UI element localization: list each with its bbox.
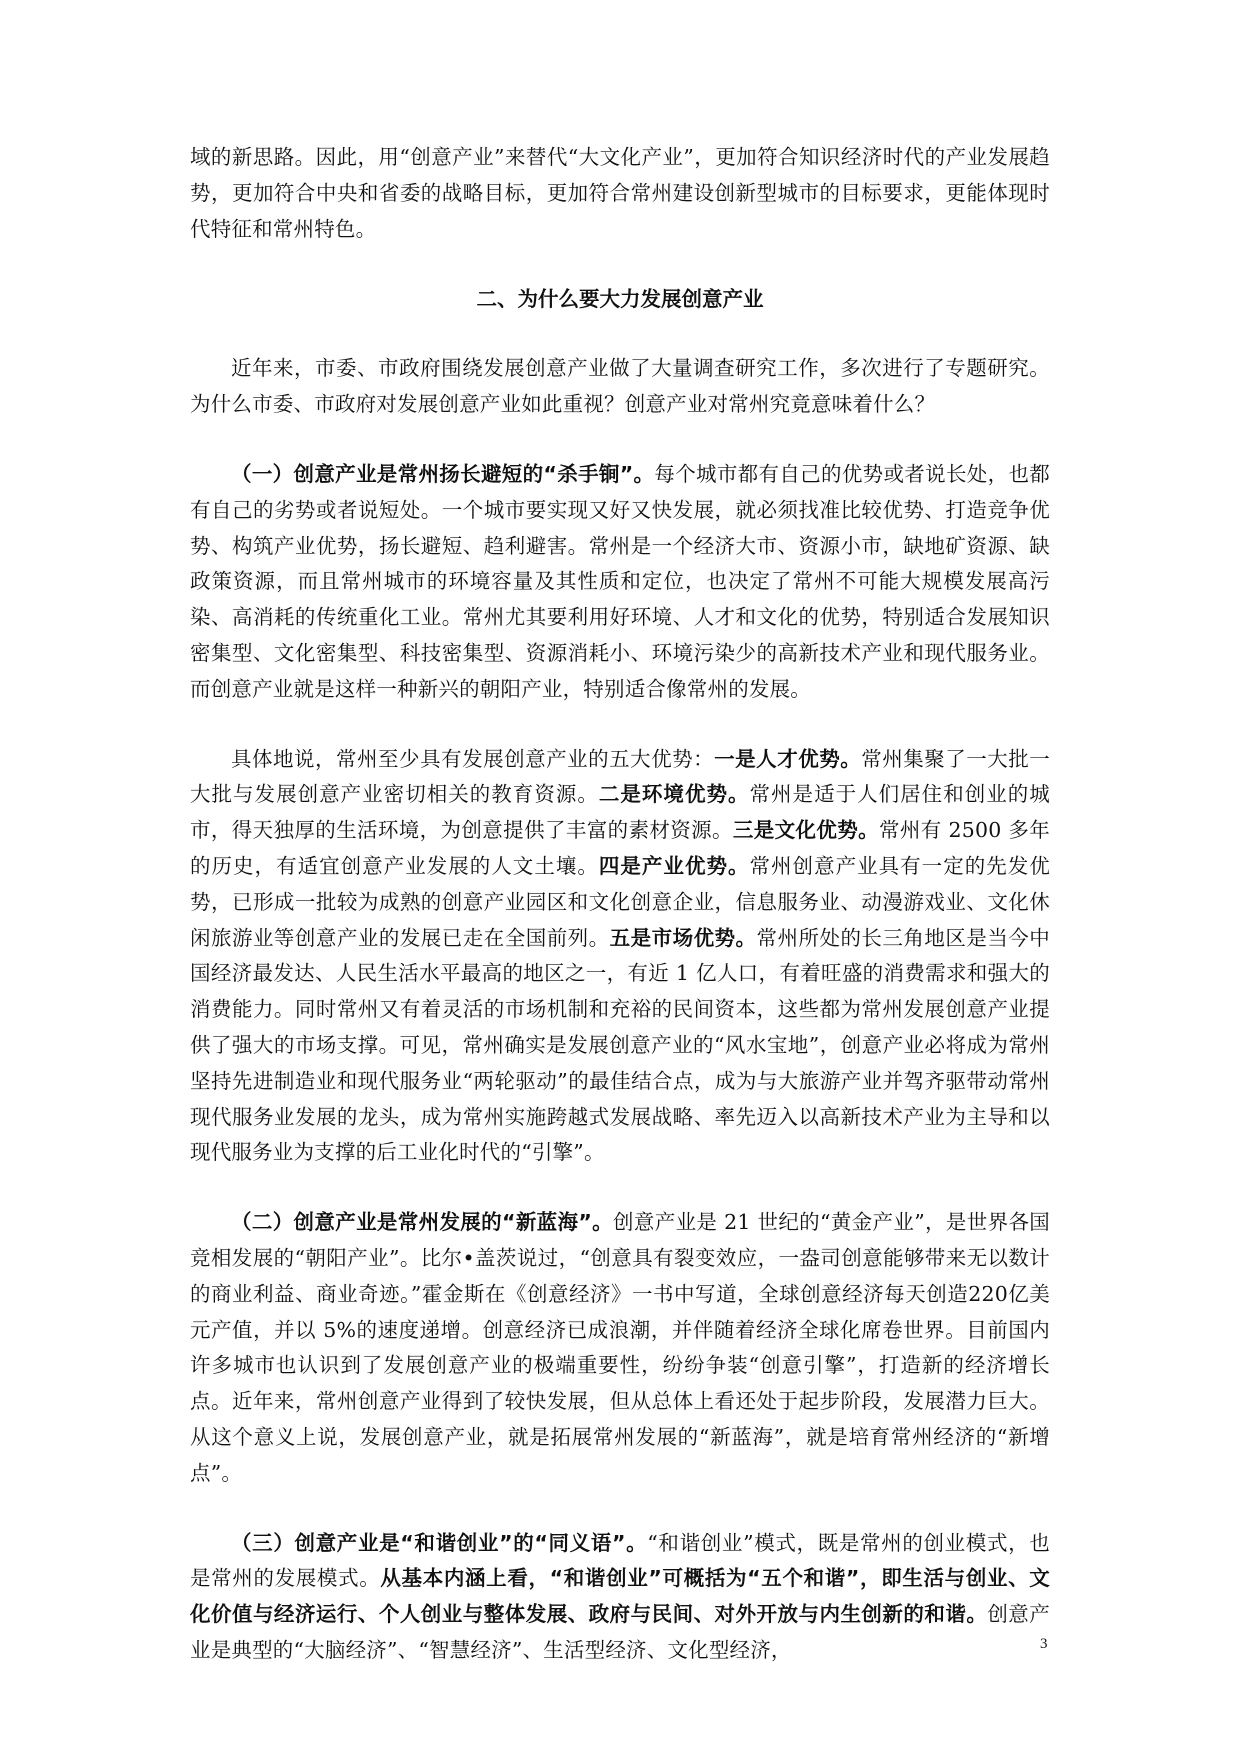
point-3-body-1: “和谐创业”模式，既是常州的创业模式，也是常州的发展模式。 xyxy=(190,1530,1050,1591)
spacer xyxy=(190,708,1050,742)
point-1-paragraph xyxy=(190,457,1050,708)
advantage-3-title: 三是文化优势。 xyxy=(732,818,880,843)
spacer xyxy=(190,1171,1050,1205)
advantage-4-title: 四是产业优势。 xyxy=(598,853,750,878)
page-number: 3 xyxy=(1040,1636,1048,1652)
opening-paragraph: 近年来，市委、市政府围绕发展创意产业做了大量调查研究工作，多次进行了专题研究。为什么市委、市政府对发展创意产业如此重视？创意产业对常州究竟意味着什么？ xyxy=(190,356,1050,417)
advantage-2-body: 常州是适于人们居住和创业的城市，得天独厚的生活环境，为创意提供了丰富的素材资源。 xyxy=(190,782,1050,843)
point-3-title: （三）创意产业是“和谐创业”的“同义语”。 xyxy=(231,1530,648,1555)
intro-paragraph: 域的新思路。因此，用“创意产业”来替代“大文化产业”，更加符合知识经济时代的产业发展趋势，更加符合中央和省委的战略目标，更加符合常州建设创新型城市的目标要求，更能体现时代特征和常州特色。 xyxy=(190,145,1050,241)
point-2-body: 创意产业是 21 世纪的“黄金产业”，是世界各国竞相发展的“朝阳产业”。比尔•盖茨说过，“创意具有裂变效应，一盎司创意能够带来无以数计的商业利益、商业奇迹。”霍金斯在《创意经济》一书中写道，全球创意经济每天创造220亿美元产值，并以 5%的速度递增。创意经济已成浪潮，并伴随着经济全球化席卷世界。目前国内许多城市也认识到了发展创意产业的极端重要性，纷纷争装“创意引擎”，打造新的经济增长点。近年来，常州创意产业得到了较快发展，但从总体上看还处于起步阶段，发展潜力巨大。从这个意义上说，发展创意产业，就是拓展常州发展的“新蓝海”，就是培育常州经济的“新增点”。 xyxy=(190,1210,1050,1485)
spacer xyxy=(190,317,1050,351)
point-2-paragraph xyxy=(190,1205,1050,1491)
point-3-bold-definition: 从基本内涵上看，“和谐创业”可概括为“五个和谐”，即生活与创业、文化价值与经济运行、个人创业与整体发展、政府与民间、对外开放与内生创新的和谐。 xyxy=(190,1566,1050,1627)
point-3-paragraph xyxy=(190,1526,1050,1669)
spacer xyxy=(190,247,1050,281)
point-2-title: （二）创意产业是常州发展的“新蓝海”。 xyxy=(231,1210,614,1235)
advantage-4-body: 常州创意产业具有一定的先发优势，已形成一批较为成熟的创意产业园区和文化创意企业，信息服务业、动漫游戏业、文化休闲旅游业等创意产业的发展已走在全国前列。 xyxy=(190,853,1050,950)
point-1-body: 每个城市都有自己的优势或者说长处，也都有自己的劣势或者说短处。一个城市要实现又好又快发展，就必须找准比较优势、打造竞争优势、构筑产业优势，扬长避短、趋利避害。常州是一个经济大市、资源小市，缺地矿资源、缺政策资源，而且常州城市的环境容量及其性质和定位，也决定了常州不可能大规模发展高污染、高消耗的传统重化工业。常州尤其要利用好环境、人才和文化的优势，特别适合发展知识密集型、文化密集型、科技密集型、资源消耗小、环境污染少的高新技术产业和现代服务业。而创意产业就是这样一种新兴的朝阳产业，特别适合像常州的发展。 xyxy=(190,461,1050,701)
document-page xyxy=(190,140,1050,1669)
advantages-intro: 具体地说，常州至少具有发展创意产业的五大优势： xyxy=(231,746,715,771)
spacer xyxy=(190,1492,1050,1526)
spacer xyxy=(190,423,1050,457)
advantage-1-title: 一是人才优势。 xyxy=(714,746,862,771)
advantage-2-title: 二是环境优势。 xyxy=(598,782,750,807)
point-3-body-2: 创意产业是典型的“大脑经济”、“智慧经济”、生活型经济、文化型经济， xyxy=(190,1602,1050,1662)
advantage-3-body: 常州有 2500 多年的历史，有适宜创意产业发展的人文土壤。 xyxy=(190,818,1050,878)
advantage-5-title: 五是市场优势。 xyxy=(609,925,757,950)
advantages-paragraph xyxy=(190,742,1050,1172)
advantage-5-body: 常州所处的长三角地区是当今中国经济最发达、人民生活水平最高的地区之一，有近 1 亿人口，有着旺盛的消费需求和强大的消费能力。同时常州又有着灵活的市场机制和充裕的民间资本，这些都为常州发展创意产业提供了强大的市场支撑。可见，常州确实是发展创意产业的“风水宝地”，创意产业必将成为常州坚持先进制造业和现代服务业“两轮驱动”的最佳结合点，成为与大旅游产业并驾齐驱带动常州现代服务业发展的龙头，成为常州实施跨越式发展战略、率先迈入以高新技术产业为主导和以现代服务业为支撑的后工业化时代的“引擎”。 xyxy=(190,925,1050,1165)
section-heading: 二、为什么要大力发展创意产业 xyxy=(476,287,764,312)
point-1-title: （一）创意产业是常州扬长避短的“杀手锏”。 xyxy=(231,461,655,486)
advantage-1-body: 常州集聚了一大批一大批与发展创意产业密切相关的教育资源。 xyxy=(190,746,1050,807)
